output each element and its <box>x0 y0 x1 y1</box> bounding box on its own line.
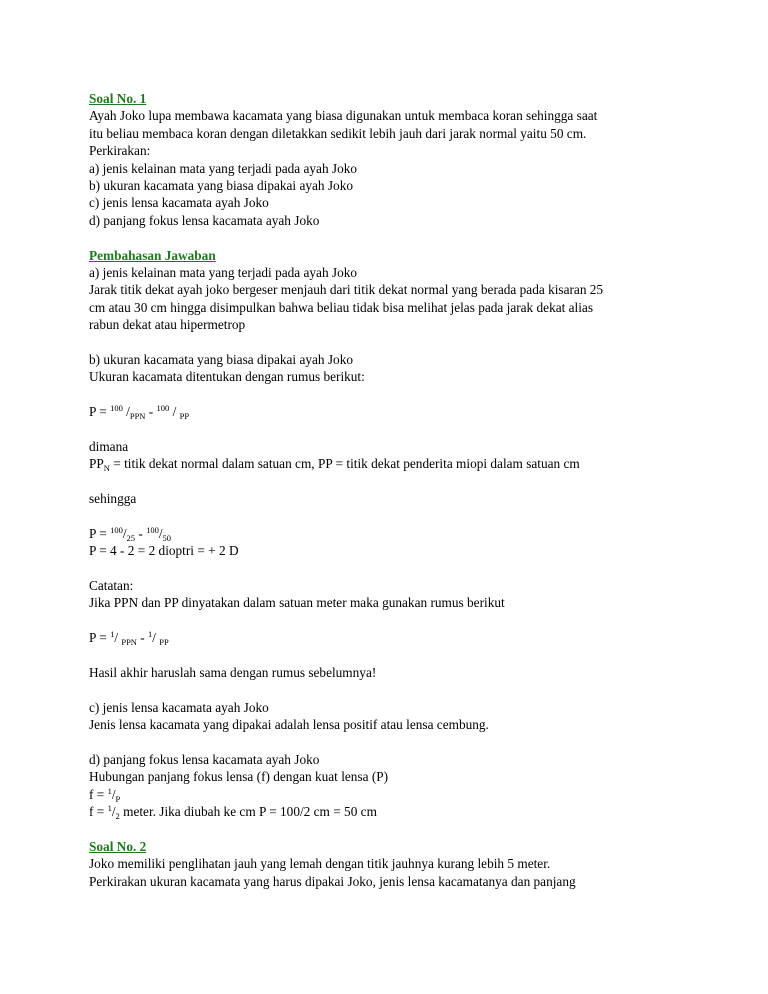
soal1-line: Ayah Joko lupa membawa kacamata yang biasa digunakan untuk membaca koran sehingga saat <box>89 108 598 124</box>
spacer <box>89 507 689 524</box>
soal2-line: Joko memiliki penglihatan jauh yang lemah dengan titik jauhnya kurang lebih 5 meter. <box>89 856 551 872</box>
answer-d-line: Hubungan panjang fokus lensa (f) dengan kuat lensa (P) <box>89 769 389 785</box>
soal1-line: b) ukuran kacamata yang biasa dipakai ayah Joko <box>89 177 353 193</box>
formula-result: P = 4 - 2 = 2 dioptri = + 2 D <box>89 543 239 559</box>
formula-substitution: $P = ^{100}/_{25} - ^{100}/_{50}$ <box>89 524 172 543</box>
soal1-line: a) jenis kelainan mata yang terjadi pada ayah Joko <box>89 160 358 176</box>
formula-power: P = $^{100}$ $/_{PPN} - ^{100} / _{PP}$ <box>89 403 190 422</box>
spacer <box>89 820 689 837</box>
catatan-line: Catatan: <box>89 577 134 593</box>
spacer <box>89 560 689 577</box>
formula-focal-result: $f = ^1/_2$ meter. Jika diubah ke cm P = 100/2 cm = 50 cm <box>89 803 377 822</box>
spacer <box>89 333 689 350</box>
soal1-line: c) jenis lensa kacamata ayah Joko <box>89 195 269 211</box>
answer-a-line: a) jenis kelainan mata yang terjadi pada ayah Joko <box>89 264 358 280</box>
answer-b-line: b) ukuran kacamata yang biasa dipakai ayah Joko <box>89 351 353 367</box>
spacer <box>89 386 689 403</box>
spacer <box>89 733 689 750</box>
answer-c-line: Jenis lensa kacamata yang dipakai adalah lensa positif atau lensa cembung. <box>89 717 489 733</box>
soal1-heading: Soal No. 1 <box>89 91 147 106</box>
spacer <box>89 229 689 246</box>
spacer <box>89 612 689 629</box>
formula-meter: P = $^1$/ $_{PPN}$ - $^1$/ $_{PP}$ <box>89 629 169 648</box>
spacer <box>89 647 689 664</box>
spacer <box>89 420 689 437</box>
answer-a-line: Jarak titik dekat ayah joko bergeser menjauh dari titik dekat normal yang berada pada kisaran 25 <box>89 282 604 298</box>
catatan-line: Jika PPN dan PP dinyatakan dalam satuan meter maka gunakan rumus berikut <box>89 595 505 611</box>
soal2-line: Perkirakan ukuran kacamata yang harus dipakai Joko, jenis lensa kacamatanya dan panjang <box>89 873 576 889</box>
answer-d-line: d) panjang fokus lensa kacamata ayah Joko <box>89 751 320 767</box>
answer-b-line: Ukuran kacamata ditentukan dengan rumus berikut: <box>89 369 365 385</box>
formula-focal: $f = ^1/_P$ <box>89 785 121 804</box>
pembahasan-heading: Pembahasan Jawaban <box>89 247 216 263</box>
soal1-line: d) panjang fokus lensa kacamata ayah Joko <box>89 212 320 228</box>
document-content <box>89 90 689 890</box>
hasil-note: Hasil akhir haruslah sama dengan rumus sebelumnya! <box>89 664 377 680</box>
soal2-heading: Soal No. 2 <box>89 838 147 854</box>
soal1-line: itu beliau membaca koran dengan diletakkan sedikit lebih jauh dari jarak normal yaitu 50 cm. <box>89 125 587 141</box>
spacer <box>89 473 689 490</box>
answer-c-line: c) jenis lensa kacamata ayah Joko <box>89 699 269 715</box>
answer-a-line: rabun dekat atau hipermetrop <box>89 317 246 333</box>
soal1-line: Perkirakan: <box>89 143 151 159</box>
sehingga-label: sehingga <box>89 490 137 506</box>
spacer <box>89 681 689 698</box>
answer-a-line: cm atau 30 cm hingga disimpulkan bahwa beliau tidak bisa melihat jelas pada jarak dekat alias <box>89 299 594 315</box>
ppn-definition: $PP_N$ = titik dekat normal dalam satuan cm, PP = titik dekat penderita miopi dalam satuan cm <box>89 456 580 474</box>
dimana-label: dimana <box>89 438 129 454</box>
